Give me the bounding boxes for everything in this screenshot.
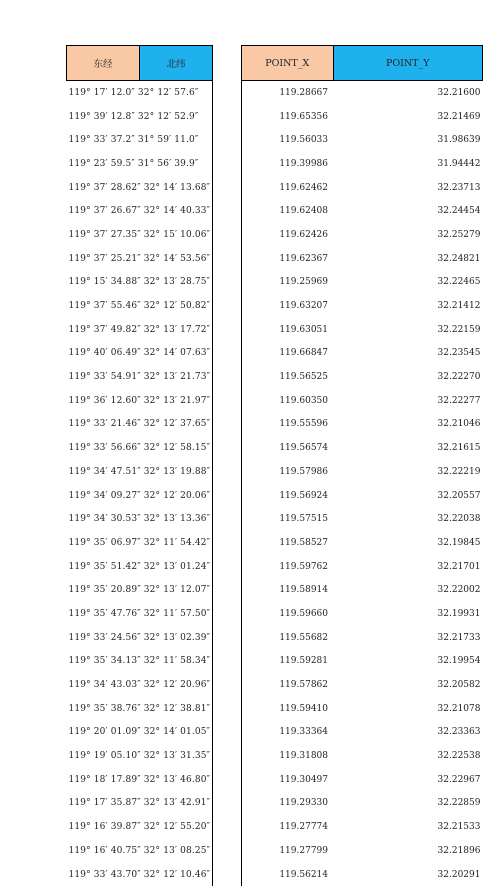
point-y-cell[interactable]: 31.98639 [333, 128, 483, 152]
dms-cell[interactable]: 119° 35′ 06.97″ 32° 11′ 54.42″ [67, 531, 213, 555]
point-y-cell[interactable]: 32.22159 [333, 318, 483, 342]
point-x-cell[interactable]: 119.29330 [242, 792, 334, 816]
table-row [67, 602, 213, 626]
table-row [242, 792, 483, 816]
point-x-cell[interactable]: 119.66847 [242, 342, 334, 366]
table-row [67, 768, 213, 792]
table-row [67, 697, 213, 721]
table-row [67, 271, 213, 295]
point-y-cell[interactable]: 32.23545 [333, 342, 483, 366]
dms-cell[interactable]: 119° 33′ 37.2″ 31° 59′ 11.0″ [67, 128, 213, 152]
point-x-cell[interactable]: 119.55682 [242, 626, 334, 650]
point-y-cell[interactable]: 32.24821 [333, 247, 483, 271]
table-row [67, 128, 213, 152]
point-x-cell[interactable]: 119.62408 [242, 199, 334, 223]
table-row [242, 555, 483, 579]
point-x-cell[interactable]: 119.56033 [242, 128, 334, 152]
table-row [242, 342, 483, 366]
point-x-cell[interactable]: 119.56214 [242, 863, 334, 886]
point-x-cell[interactable]: 119.56924 [242, 484, 334, 508]
dms-cell[interactable]: 119° 35′ 51.42″ 32° 13′ 01.24″ [67, 555, 213, 579]
table-row [67, 342, 213, 366]
point-y-cell[interactable]: 32.23363 [333, 721, 483, 745]
point-y-cell[interactable]: 32.20557 [333, 484, 483, 508]
point-x-cell[interactable]: 119.28667 [242, 81, 334, 105]
table-row [67, 815, 213, 839]
point-y-cell[interactable]: 32.21896 [333, 839, 483, 863]
dms-cell[interactable]: 119° 37′ 27.35″ 32° 15′ 10.06″ [67, 223, 213, 247]
point-x-cell[interactable]: 119.59762 [242, 555, 334, 579]
point-x-cell[interactable]: 119.59281 [242, 650, 334, 674]
table-row [242, 436, 483, 460]
point-x-cell[interactable]: 119.58527 [242, 531, 334, 555]
point-x-cell[interactable]: 119.57986 [242, 460, 334, 484]
table-row [242, 507, 483, 531]
point-x-cell[interactable]: 119.57515 [242, 507, 334, 531]
dms-cell[interactable]: 119° 36′ 12.60″ 32° 13′ 21.97″ [67, 389, 213, 413]
dms-cell[interactable]: 119° 23′ 59.5″ 31° 56′ 39.9″ [67, 152, 213, 176]
dms-cell[interactable]: 119° 17′ 12.0″ 32° 12′ 57.6″ [67, 81, 213, 105]
table-row [242, 721, 483, 745]
table-row [242, 673, 483, 697]
table-row [67, 484, 213, 508]
table-row [67, 507, 213, 531]
table-row [242, 199, 483, 223]
table-row [67, 721, 213, 745]
point-x-cell[interactable]: 119.56574 [242, 436, 334, 460]
point-y-cell[interactable]: 32.21046 [333, 413, 483, 437]
point-x-cell[interactable]: 119.57862 [242, 673, 334, 697]
point-y-cell[interactable]: 32.19845 [333, 531, 483, 555]
table-row [67, 247, 213, 271]
decimal-coordinate-table [241, 45, 483, 886]
table-row [242, 531, 483, 555]
dms-cell[interactable]: 119° 35′ 47.76″ 32° 11′ 57.50″ [67, 602, 213, 626]
dms-cell[interactable]: 119° 37′ 55.46″ 32° 12′ 50.82″ [67, 294, 213, 318]
table-row [242, 128, 483, 152]
table-row [67, 294, 213, 318]
table-row [242, 460, 483, 484]
table-row [67, 413, 213, 437]
point-x-cell[interactable]: 119.58914 [242, 578, 334, 602]
table-row [242, 578, 483, 602]
point-y-cell[interactable]: 32.22270 [333, 365, 483, 389]
table-row [242, 318, 483, 342]
dms-cell[interactable]: 119° 34′ 43.03″ 32° 12′ 20.96″ [67, 673, 213, 697]
table-row [242, 650, 483, 674]
longitude-header[interactable]: 东经 [67, 46, 140, 81]
point-x-cell[interactable]: 119.39986 [242, 152, 334, 176]
point-y-cell[interactable]: 32.24454 [333, 199, 483, 223]
point-y-cell[interactable]: 32.19931 [333, 602, 483, 626]
dms-cell[interactable]: 119° 16′ 40.75″ 32° 13′ 08.25″ [67, 839, 213, 863]
latitude-header[interactable]: 北纬 [140, 46, 213, 81]
table-row [67, 626, 213, 650]
point-y-cell[interactable]: 32.20291 [333, 863, 483, 886]
table-row [242, 839, 483, 863]
dms-cell[interactable]: 119° 18′ 17.89″ 32° 13′ 46.80″ [67, 768, 213, 792]
point-x-cell[interactable]: 119.62367 [242, 247, 334, 271]
point-y-cell[interactable]: 32.21733 [333, 626, 483, 650]
dms-cell[interactable]: 119° 40′ 06.49″ 32° 14′ 07.63″ [67, 342, 213, 366]
point-x-header[interactable]: POINT_X [242, 46, 334, 81]
dms-cell[interactable]: 119° 37′ 26.67″ 32° 14′ 40.33″ [67, 199, 213, 223]
point-x-cell[interactable]: 119.59410 [242, 697, 334, 721]
table-row [67, 531, 213, 555]
table-row [242, 271, 483, 295]
dms-cell[interactable]: 119° 35′ 34.13″ 32° 11′ 58.34″ [67, 650, 213, 674]
point-x-cell[interactable]: 119.27774 [242, 815, 334, 839]
table-row [67, 792, 213, 816]
point-x-cell[interactable]: 119.30497 [242, 768, 334, 792]
point-x-cell[interactable]: 119.62426 [242, 223, 334, 247]
dms-cell[interactable]: 119° 17′ 35.87″ 32° 13′ 42.91″ [67, 792, 213, 816]
dms-rows [67, 81, 213, 886]
table-row [242, 744, 483, 768]
header-row [67, 46, 213, 81]
dms-cell[interactable]: 119° 19′ 05.10″ 32° 13′ 31.35″ [67, 744, 213, 768]
dms-cell[interactable]: 119° 16′ 39.87″ 32° 12′ 55.20″ [67, 815, 213, 839]
table-row [67, 318, 213, 342]
dms-cell[interactable]: 119° 34′ 09.27″ 32° 12′ 20.06″ [67, 484, 213, 508]
point-y-cell[interactable]: 32.21533 [333, 815, 483, 839]
point-y-cell[interactable]: 32.22002 [333, 578, 483, 602]
point-y-cell[interactable]: 32.21600 [333, 81, 483, 105]
dms-cell[interactable]: 119° 33′ 21.46″ 32° 12′ 37.65″ [67, 413, 213, 437]
table-row [67, 105, 213, 129]
dms-cell[interactable]: 119° 35′ 20.89″ 32° 13′ 12.07″ [67, 578, 213, 602]
table-row [67, 176, 213, 200]
dms-cell[interactable]: 119° 20′ 01.09″ 32° 14′ 01.05″ [67, 721, 213, 745]
table-row [67, 839, 213, 863]
point-y-cell[interactable]: 32.21701 [333, 555, 483, 579]
table-row [242, 105, 483, 129]
point-x-cell[interactable]: 119.65356 [242, 105, 334, 129]
table-row [242, 247, 483, 271]
table-row [242, 223, 483, 247]
table-row [242, 389, 483, 413]
dms-cell[interactable]: 119° 33′ 56.66″ 32° 12′ 58.15″ [67, 436, 213, 460]
table-row [67, 578, 213, 602]
dms-cell[interactable]: 119° 15′ 34.88″ 32° 13′ 28.75″ [67, 271, 213, 295]
table-row [242, 294, 483, 318]
point-x-cell[interactable]: 119.55596 [242, 413, 334, 437]
point-x-cell[interactable]: 119.31808 [242, 744, 334, 768]
point-x-cell[interactable]: 119.63051 [242, 318, 334, 342]
table-row [67, 436, 213, 460]
table-row [242, 697, 483, 721]
table-row [242, 365, 483, 389]
table-row [242, 768, 483, 792]
point-y-cell[interactable]: 32.22277 [333, 389, 483, 413]
table-row [242, 152, 483, 176]
point-y-cell[interactable]: 32.21078 [333, 697, 483, 721]
table-row [242, 176, 483, 200]
table-row [242, 602, 483, 626]
point-y-cell[interactable]: 32.22038 [333, 507, 483, 531]
dms-cell[interactable]: 119° 37′ 49.82″ 32° 13′ 17.72″ [67, 318, 213, 342]
point-y-cell[interactable]: 32.22859 [333, 792, 483, 816]
dms-cell[interactable]: 119° 33′ 24.56″ 32° 13′ 02.39″ [67, 626, 213, 650]
point-y-header[interactable]: POINT_Y [333, 46, 483, 81]
dms-cell[interactable]: 119° 34′ 30.53″ 32° 13′ 13.36″ [67, 507, 213, 531]
table-row [242, 815, 483, 839]
dms-coordinate-table [66, 45, 213, 886]
dms-cell[interactable]: 119° 37′ 28.62″ 32° 14′ 13.68″ [67, 176, 213, 200]
point-y-cell[interactable]: 32.22219 [333, 460, 483, 484]
table-row [67, 199, 213, 223]
table-row [67, 152, 213, 176]
dms-cell[interactable]: 119° 37′ 25.21″ 32° 14′ 53.56″ [67, 247, 213, 271]
table-row [67, 673, 213, 697]
table-row [242, 413, 483, 437]
point-y-cell[interactable]: 32.25279 [333, 223, 483, 247]
point-y-cell[interactable]: 32.22538 [333, 744, 483, 768]
dms-cell[interactable]: 119° 34′ 47.51″ 32° 13′ 19.88″ [67, 460, 213, 484]
point-y-cell[interactable]: 31.94442 [333, 152, 483, 176]
point-y-cell[interactable]: 32.22967 [333, 768, 483, 792]
point-x-cell[interactable]: 119.27799 [242, 839, 334, 863]
decimal-rows [242, 81, 483, 886]
point-x-cell[interactable]: 119.33364 [242, 721, 334, 745]
point-x-cell[interactable]: 119.62462 [242, 176, 334, 200]
dms-cell[interactable]: 119° 33′ 43.70″ 32° 12′ 10.46″ [67, 863, 213, 886]
header-row [242, 46, 483, 81]
dms-cell[interactable]: 119° 35′ 38.76″ 32° 12′ 38.81″ [67, 697, 213, 721]
point-y-cell[interactable]: 32.20582 [333, 673, 483, 697]
table-row [67, 650, 213, 674]
point-y-cell[interactable]: 32.23713 [333, 176, 483, 200]
point-y-cell[interactable]: 32.19954 [333, 650, 483, 674]
point-x-cell[interactable]: 119.60350 [242, 389, 334, 413]
point-y-cell[interactable]: 32.21615 [333, 436, 483, 460]
dms-cell[interactable]: 119° 39′ 12.8″ 32° 12′ 52.9″ [67, 105, 213, 129]
point-x-cell[interactable]: 119.59660 [242, 602, 334, 626]
table-row [242, 81, 483, 105]
table-row [67, 460, 213, 484]
table-row [67, 81, 213, 105]
point-x-cell[interactable]: 119.25969 [242, 271, 334, 295]
dms-cell[interactable]: 119° 33′ 54.91″ 32° 13′ 21.73″ [67, 365, 213, 389]
point-y-cell[interactable]: 32.21412 [333, 294, 483, 318]
point-x-cell[interactable]: 119.56525 [242, 365, 334, 389]
point-x-cell[interactable]: 119.63207 [242, 294, 334, 318]
table-row [242, 863, 483, 886]
table-row [67, 389, 213, 413]
table-row [67, 365, 213, 389]
point-y-cell[interactable]: 32.22465 [333, 271, 483, 295]
table-row [67, 555, 213, 579]
table-row [67, 863, 213, 886]
table-row [67, 223, 213, 247]
table-row [67, 744, 213, 768]
point-y-cell[interactable]: 32.21469 [333, 105, 483, 129]
table-row [242, 626, 483, 650]
table-row [242, 484, 483, 508]
